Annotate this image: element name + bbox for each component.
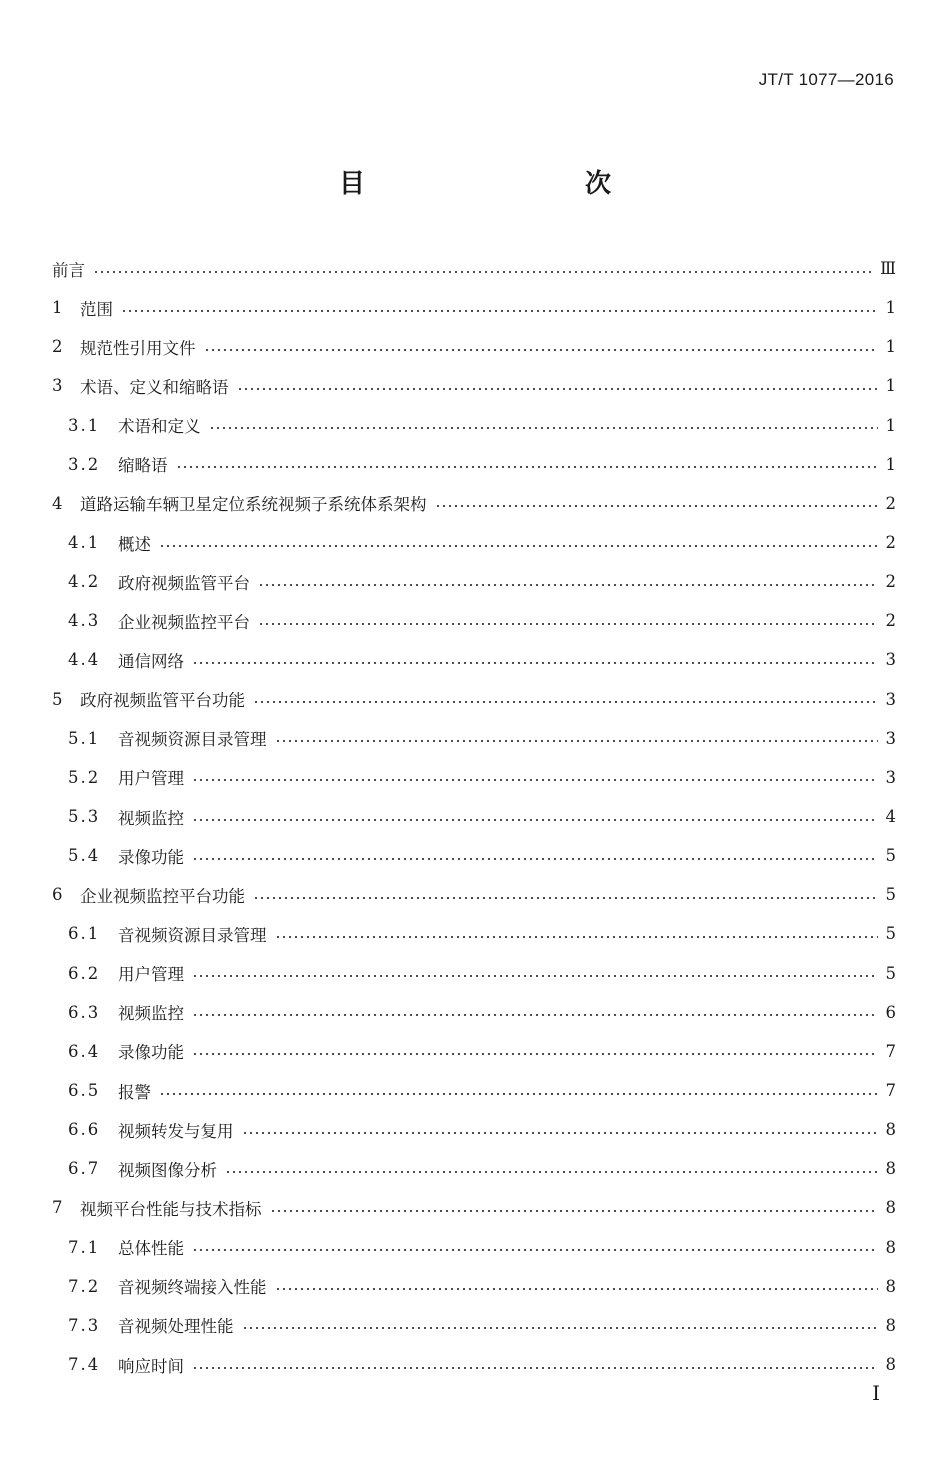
toc-entry-number: 4 [52,493,63,513]
dot-leader [159,545,878,547]
toc-entry-page: 2 [885,611,896,631]
toc-entry-number: 6.1 [68,924,101,944]
toc-entry-number: 6.4 [68,1041,101,1061]
toc-entry-number: 7.1 [68,1237,101,1257]
dot-leader [270,1210,879,1212]
toc-entry-number: 2 [52,337,63,357]
standard-code: JT/T 1077—2016 [758,70,894,89]
dot-leader [121,310,878,312]
dot-leader [253,897,878,899]
toc-entry-number: 6 [52,885,63,905]
toc-entry[interactable] [52,523,896,562]
toc-entry[interactable] [52,640,896,679]
toc-entry-title: 规范性引用文件 [80,338,196,358]
toc-entry-page: 3 [885,728,896,748]
toc-entry[interactable] [52,680,896,719]
toc-entry-page: 1 [885,415,896,435]
toc-entry-title: 视频图像分析 [118,1160,217,1180]
toc-entry-number: 4.1 [68,533,101,553]
dot-leader [237,388,879,390]
toc-entry-title: 音视频终端接入性能 [118,1278,267,1298]
dot-leader [253,701,878,703]
toc-entry[interactable] [52,601,896,640]
dot-leader [192,662,878,664]
toc-entry-number: 3 [52,376,63,396]
dot-leader [225,1171,878,1173]
toc-entry-title: 视频平台性能与技术指标 [80,1199,262,1219]
toc-entry[interactable] [52,954,896,993]
toc-entry-number: 6.7 [68,1159,101,1179]
dot-leader [258,623,878,625]
toc-entry-page: 8 [885,1198,896,1218]
dot-leader [192,975,878,977]
toc-entry-number: 7.2 [68,1276,101,1296]
toc-entry[interactable] [52,1071,896,1110]
toc-entry-page: 5 [885,963,896,983]
toc-entry-page: 1 [885,454,896,474]
toc-entry-title: 音视频处理性能 [118,1317,234,1337]
toc-entry-number: 6.3 [68,1002,101,1022]
toc-entry[interactable] [52,1228,896,1267]
toc-entry-page: 6 [885,1002,896,1022]
toc-entry-title: 用户管理 [118,769,184,789]
dot-leader [192,858,878,860]
toc-entry-number: 6.6 [68,1120,101,1140]
toc-entry-page: 7 [885,1041,896,1061]
toc-entry-page: 8 [885,1159,896,1179]
toc-entry-number: 6.2 [68,963,101,983]
toc-entry-title: 报警 [118,1082,151,1102]
toc-entry-number: 6.5 [68,1081,101,1101]
toc-entry-title: 通信网络 [118,651,184,671]
toc-entry-title: 视频转发与复用 [118,1121,234,1141]
toc-entry-title: 响应时间 [118,1356,184,1376]
dot-leader [192,1053,878,1055]
toc-entry-title: 政府视频监管平台 [118,573,250,593]
toc-entry-page: 3 [885,650,896,670]
toc-entry-page: 1 [885,298,896,318]
toc-entry-title: 用户管理 [118,965,184,985]
toc-entry-page: 5 [885,924,896,944]
page-number: I [872,1381,880,1405]
dot-leader [242,1132,879,1134]
toc-entry-title: 企业视频监控平台 [118,612,250,632]
dot-leader [159,1093,878,1095]
toc-entry[interactable] [52,1149,896,1188]
toc-entry[interactable] [52,1306,896,1345]
toc-entry-page: 2 [885,533,896,553]
toc-entry-page: 3 [885,767,896,787]
dot-leader [242,1327,879,1329]
toc-entry[interactable] [52,836,896,875]
toc-entry-page: Ⅲ [880,259,896,279]
toc-entry-title: 缩略语 [118,456,168,476]
toc-entry-title: 录像功能 [118,1043,184,1063]
toc-entry-number: 5.2 [68,767,101,787]
toc-entry[interactable] [52,327,896,366]
dot-leader [275,936,879,938]
toc-entry-number: 3.1 [68,415,101,435]
toc-entry-page: 2 [885,572,896,592]
dot-leader [192,779,878,781]
toc-entry[interactable] [52,993,896,1032]
toc-entry-number: 4.3 [68,611,101,631]
toc-entry[interactable] [52,1032,896,1071]
toc-entry-page: 8 [885,1276,896,1296]
toc-entry[interactable] [52,1345,896,1384]
toc-entry-number: 5.1 [68,728,101,748]
toc-entry-number: 1 [52,298,63,318]
toc-entry-page: 8 [885,1355,896,1374]
toc-entry-page: 3 [885,689,896,709]
dot-leader [192,819,878,821]
toc-entry[interactable] [52,562,896,601]
dot-leader [275,1288,879,1290]
toc-entry[interactable] [52,366,896,405]
toc-entry-page: 8 [885,1237,896,1257]
dot-leader [275,740,879,742]
dot-leader [435,505,879,507]
dot-leader [258,584,878,586]
toc-entry-page: 8 [885,1315,896,1335]
toc-entry[interactable] [52,797,896,836]
dot-leader [192,1367,878,1369]
toc-entry[interactable] [52,1188,896,1227]
table-of-contents [52,249,896,1384]
toc-entry[interactable] [52,719,896,758]
toc-entry[interactable] [52,1110,896,1149]
toc-entry-number: 3.2 [68,454,101,474]
toc-entry-title: 术语和定义 [118,417,201,437]
toc-entry-number: 5.4 [68,846,101,866]
toc-entry-page: 2 [885,493,896,513]
toc-entry-page: 1 [885,337,896,357]
toc-entry-page: 5 [885,885,896,905]
toc-entry-title: 政府视频监管平台功能 [80,691,245,711]
toc-entry-number: 4.2 [68,572,101,592]
toc-entry[interactable] [52,406,896,445]
toc-entry-title: 音视频资源目录管理 [118,730,267,750]
toc-entry-number: 5.3 [68,807,101,827]
toc-entry-title: 总体性能 [118,1239,184,1259]
toc-entry-title: 录像功能 [118,847,184,867]
page-title: 目 次 [338,169,667,199]
toc-entry[interactable] [52,249,896,288]
toc-entry-page: 1 [885,376,896,396]
toc-entry[interactable] [52,914,896,953]
toc-entry-number: 5 [52,689,63,709]
toc-entry-page: 5 [885,846,896,866]
toc-entry[interactable] [52,758,896,797]
toc-entry-number: 7.4 [68,1355,101,1374]
toc-entry-title: 前言 [52,260,85,280]
toc-entry-page: 8 [885,1120,896,1140]
dot-leader [176,466,879,468]
toc-entry-title: 企业视频监控平台功能 [80,886,245,906]
dot-leader [192,1014,878,1016]
toc-entry-number: 4.4 [68,650,101,670]
toc-entry-title: 道路运输车辆卫星定位系统视频子系统体系架构 [80,495,427,515]
toc-entry-page: 4 [885,807,896,827]
toc-entry-number: 7 [52,1198,63,1218]
toc-entry[interactable] [52,875,896,914]
toc-entry[interactable] [52,445,896,484]
toc-entry-title: 术语、定义和缩略语 [80,377,229,397]
dot-leader [93,271,874,273]
toc-entry-number: 7.3 [68,1315,101,1335]
toc-entry-title: 视频监控 [118,1004,184,1024]
toc-entry-page: 7 [885,1081,896,1101]
dot-leader [204,349,879,351]
toc-entry[interactable] [52,288,896,327]
toc-entry-title: 视频监控 [118,808,184,828]
toc-entry[interactable] [52,484,896,523]
toc-entry-title: 范围 [80,299,113,319]
toc-entry-title: 音视频资源目录管理 [118,925,267,945]
dot-leader [209,427,879,429]
dot-leader [192,1249,878,1251]
toc-entry-title: 概述 [118,534,151,554]
toc-entry[interactable] [52,1267,896,1306]
